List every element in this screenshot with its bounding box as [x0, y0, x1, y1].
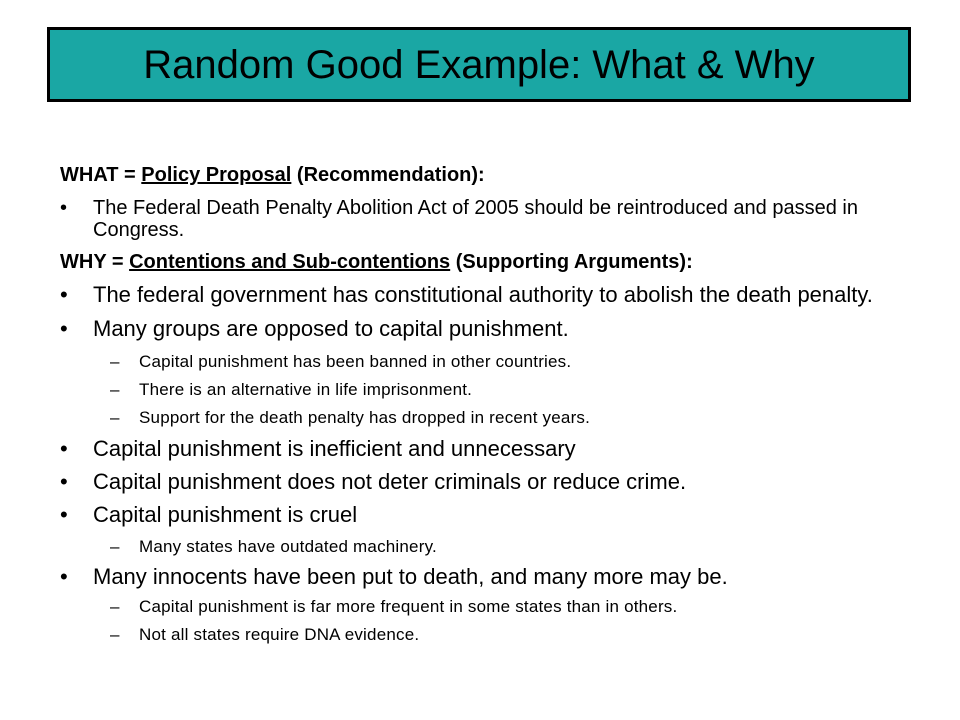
bullet-mark: •: [60, 316, 68, 341]
argument-bullet: [60, 503, 920, 527]
argument-list: [60, 283, 920, 645]
argument-sub-bullet: [60, 351, 920, 372]
bullet-mark: •: [60, 282, 68, 307]
slide-body: [60, 163, 920, 645]
sub-argument-text: Capital punishment has been banned in other countries.: [139, 352, 572, 371]
argument-text: Many innocents have been put to death, and many more may be.: [93, 564, 728, 589]
dash-mark: –: [110, 380, 120, 399]
bullet-mark: •: [60, 469, 68, 494]
argument-bullet: [60, 470, 920, 494]
argument-text: The federal government has constitutional authority to abolish the death penalty.: [93, 282, 873, 307]
what-suffix: (Recommendation):: [291, 164, 485, 186]
argument-bullet: [60, 565, 920, 589]
dash-mark: –: [110, 352, 120, 371]
slide-title: Random Good Example: What & Why: [143, 42, 815, 87]
bullet-mark: •: [60, 502, 68, 527]
what-bullet: [60, 197, 920, 241]
bullet-mark: •: [60, 197, 68, 219]
argument-text: Capital punishment is cruel: [93, 502, 358, 527]
sub-argument-text: Capital punishment is far more frequent in some states than in others.: [139, 597, 678, 616]
bullet-mark: •: [60, 436, 68, 461]
dash-mark: –: [110, 408, 120, 427]
argument-bullet: [60, 283, 920, 307]
dash-mark: –: [110, 537, 120, 556]
what-underlined: Policy Proposal: [141, 164, 292, 186]
argument-bullet: [60, 317, 920, 341]
argument-sub-bullet: [60, 624, 920, 645]
argument-text: Capital punishment is inefficient and unnecessary: [93, 436, 576, 461]
why-suffix: (Supporting Arguments):: [450, 251, 693, 273]
argument-text: Capital punishment does not deter criminals or reduce crime.: [93, 469, 687, 494]
bullet-mark: •: [60, 564, 68, 589]
what-prefix: WHAT =: [60, 164, 142, 186]
sub-argument-text: There is an alternative in life imprisonment.: [139, 380, 473, 399]
argument-bullet: [60, 437, 920, 461]
what-bullet-text: The Federal Death Penalty Abolition Act of 2005 should be reintroduced and passed in Congress.: [93, 197, 858, 241]
sub-argument-text: Support for the death penalty has dropped in recent years.: [139, 408, 591, 427]
why-underlined: Contentions and Sub-contentions: [129, 251, 451, 273]
argument-sub-bullet: [60, 379, 920, 400]
sub-argument-text: Not all states require DNA evidence.: [139, 625, 420, 644]
sub-argument-text: Many states have outdated machinery.: [139, 537, 437, 556]
argument-text: Many groups are opposed to capital punishment.: [93, 316, 569, 341]
what-heading: [60, 163, 920, 187]
why-prefix: WHY =: [60, 251, 130, 273]
argument-sub-bullet: [60, 596, 920, 617]
why-heading: [60, 250, 920, 274]
dash-mark: –: [110, 597, 120, 616]
argument-sub-bullet: [60, 407, 920, 428]
argument-sub-bullet: [60, 536, 920, 557]
dash-mark: –: [110, 625, 120, 644]
title-box: [47, 27, 911, 102]
